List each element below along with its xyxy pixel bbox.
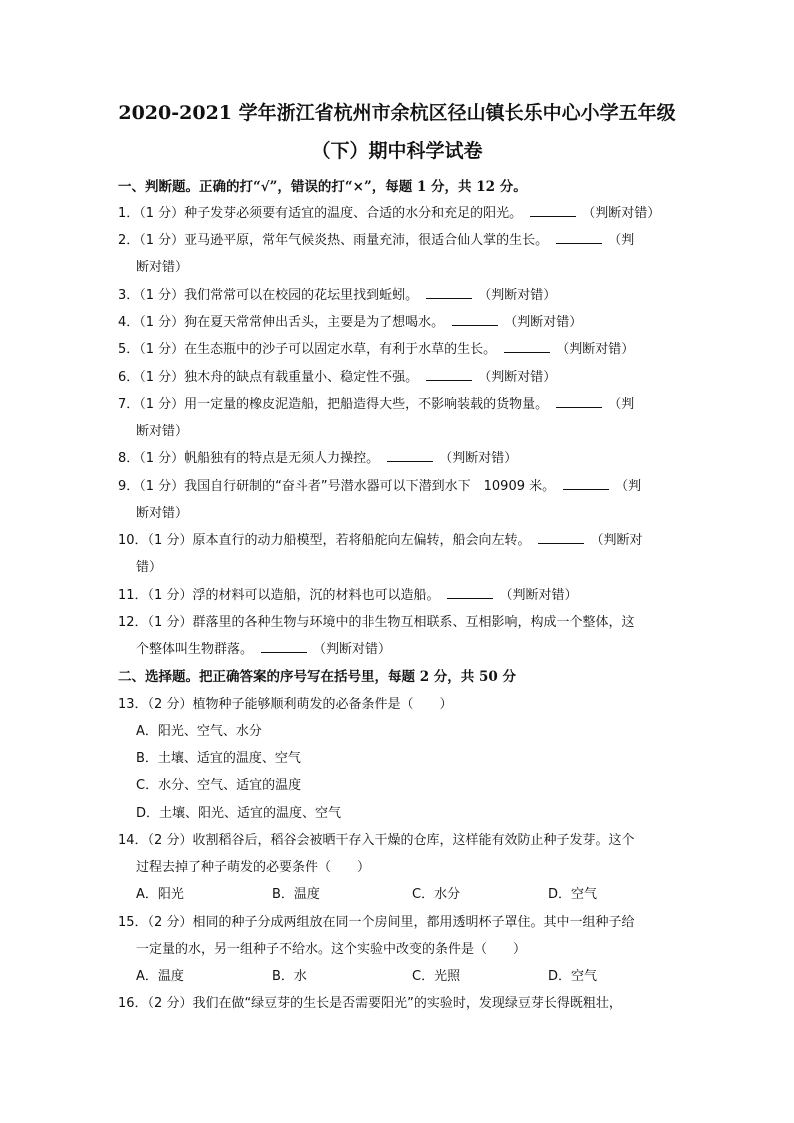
section-heading-choice: 二、选择题。把正确答案的序号写在括号里，每题 2 分，共 50 分: [118, 669, 516, 685]
option-13-c[interactable]: C．水分、空气、适宜的温度: [136, 778, 302, 793]
question-text: 5．（1 分）在生态瓶中的沙子可以固定水草，有利于水草的生长。: [118, 342, 497, 357]
answer-blank[interactable]: [426, 286, 472, 299]
judge-hint: （判断对错）: [478, 370, 557, 385]
question-12: 12．（1 分）群落里的各种生物与环境中的非生物互相联系、互相影响，构成一个整体，这: [118, 615, 635, 630]
question-14: 14．（2 分）收割稻谷后，稻谷会被晒干存入干燥的仓库，这样能有效防止种子发芽。这个: [118, 833, 635, 848]
question-7: [118, 393, 634, 412]
question-text: 7．（1 分）用一定量的橡皮泥造船，把船造得大些，不影响装载的货物量。: [118, 397, 549, 412]
question-text: 4．（1 分）狗在夏天常常伸出舌头，主要是为了想喝水。: [118, 315, 445, 330]
judge-hint: （判断对错）: [313, 642, 392, 657]
option-14-a[interactable]: A．阳光: [136, 887, 184, 902]
question-text: 6．（1 分）独木舟的缺点有载重量小、稳定性不强。: [118, 370, 419, 385]
question-10-continued: 错）: [136, 560, 163, 575]
question-text: 8．（1 分）帆船独有的特点是无须人力操控。: [118, 451, 380, 466]
answer-blank[interactable]: [556, 231, 602, 244]
answer-blank[interactable]: [426, 368, 472, 381]
question-15: 15．（2 分）相同的种子分成两组放在同一个房间里，都用透明杯子罩住。其中一组种子给: [118, 915, 635, 930]
question-7-continued: 断对错）: [136, 424, 189, 439]
question-8: [118, 447, 517, 466]
question-9: [118, 475, 641, 494]
question-13: 13．（2 分）植物种子能够顺利萌发的必备条件是（ ）: [118, 697, 453, 712]
question-9-continued: 断对错）: [136, 506, 189, 521]
judge-hint: （判断对错）: [499, 588, 578, 603]
question-12-continued: [136, 638, 391, 657]
answer-blank[interactable]: [563, 477, 609, 490]
question-text: 10．（1 分）原本直行的动力船模型，若将船舵向左偏转，船会向左转。: [118, 533, 531, 548]
question-text: 1．（1 分）种子发芽必须要有适宜的温度、合适的水分和充足的阳光。: [118, 206, 523, 221]
answer-blank[interactable]: [504, 340, 550, 353]
answer-blank[interactable]: [538, 531, 584, 544]
judge-hint: （判: [615, 479, 642, 494]
option-15-c[interactable]: C．光照: [412, 969, 461, 984]
judge-hint: （判断对错）: [478, 288, 557, 303]
question-10: [118, 529, 642, 548]
answer-blank[interactable]: [556, 395, 602, 408]
answer-blank[interactable]: [452, 313, 498, 326]
option-15-b[interactable]: B．水: [272, 969, 307, 984]
judge-hint: （判断对错）: [556, 342, 635, 357]
option-13-a[interactable]: A．阳光、空气、水分: [136, 724, 262, 739]
option-14-c[interactable]: C．水分: [412, 887, 461, 902]
option-14-b[interactable]: B．温度: [272, 887, 320, 902]
exam-title-line2: （下）期中科学试卷: [311, 140, 483, 162]
question-15-continued: 一定量的水，另一组种子不给水。这个实验中改变的条件是（ ）: [136, 942, 527, 957]
option-15-d[interactable]: D．空气: [548, 969, 598, 984]
question-14-continued: 过程去掉了种子萌发的必要条件（ ）: [136, 860, 371, 875]
question-2-continued: 断对错）: [136, 260, 189, 275]
judge-hint: （判断对错）: [582, 206, 661, 221]
judge-hint: （判: [608, 397, 635, 412]
option-15-a[interactable]: A．温度: [136, 969, 184, 984]
question-5: [118, 338, 634, 357]
question-text: 11．（1 分）浮的材料可以造船，沉的材料也可以造船。: [118, 588, 440, 603]
option-13-d[interactable]: D．土壤、阳光、适宜的温度、空气: [136, 806, 342, 821]
question-6: [118, 366, 556, 385]
answer-blank[interactable]: [447, 586, 493, 599]
answer-blank[interactable]: [387, 449, 433, 462]
answer-blank[interactable]: [530, 204, 576, 217]
question-4: [118, 311, 582, 330]
question-3: [118, 284, 556, 303]
exam-title-line1: 2020-2021 学年浙江省杭州市余杭区径山镇长乐中心小学五年级: [118, 102, 676, 124]
question-text: 2．（1 分）亚马逊平原，常年气候炎热、雨量充沛，很适合仙人掌的生长。: [118, 233, 549, 248]
question-text: 个整体叫生物群落。: [136, 642, 254, 657]
answer-blank[interactable]: [261, 640, 307, 653]
question-text: 9．（1 分）我国自行研制的“奋斗者”号潜水器可以下潜到水下 10909 米。: [118, 479, 556, 494]
judge-hint: （判断对错）: [439, 451, 518, 466]
judge-hint: （判: [608, 233, 635, 248]
option-13-b[interactable]: B．土壤、适宜的温度、空气: [136, 751, 301, 766]
question-text: 3．（1 分）我们常常可以在校园的花坛里找到蚯蚓。: [118, 288, 419, 303]
option-14-d[interactable]: D．空气: [548, 887, 598, 902]
judge-hint: （判断对错）: [504, 315, 583, 330]
question-1: [118, 202, 660, 221]
question-16: 16．（2 分）我们在做“绿豆芽的生长是否需要阳光”的实验时，发现绿豆芽长得既粗壮，: [118, 996, 622, 1011]
judge-hint: （判断对: [590, 533, 643, 548]
question-11: [118, 584, 577, 603]
question-2: [118, 229, 634, 248]
section-heading-judge: 一、判断题。正确的打“√”，错误的打“×”，每题 1 分，共 12 分。: [118, 179, 527, 195]
